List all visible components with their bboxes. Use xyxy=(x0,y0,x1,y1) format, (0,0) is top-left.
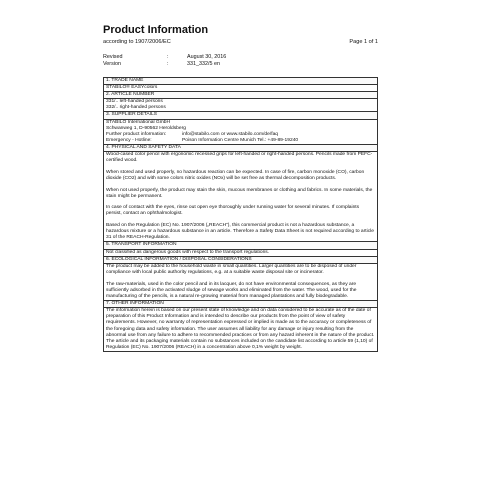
section-heading-physical-safety: 4. PHYSICAL AND SAFETY DATA xyxy=(104,144,377,152)
page-number: Page 1 of 1 xyxy=(349,39,378,45)
paragraph: In case of contact with the eyes, rinse out open eye thoroughly under running water for several minutes. If complaints persist, contact an ophthalmologist. xyxy=(106,205,360,217)
text-line: STABILO® EASYcolors xyxy=(106,85,158,91)
paragraph: When stored and used properly, no hazardous reaction can be expected. In case of fire, carbon monoxide (CO), carbon dioxide (CO2) and with some colors nitric oxides (NOx) will be set free as thermal decomposition products. xyxy=(106,169,365,181)
section-heading-article-number: 2. ARTICLE NUMBER xyxy=(104,91,377,99)
section-heading-trade-name: 1. TRADE NAME xyxy=(104,78,377,85)
meta-key: Revised xyxy=(103,54,123,60)
subtitle-row xyxy=(103,38,378,46)
meta-key: Version xyxy=(103,61,121,67)
revision-meta xyxy=(103,54,378,68)
section-heading-transport: 5. TRANSPORT INFORMATION xyxy=(104,241,377,249)
text-line: 332/.. right-handed persons xyxy=(106,105,166,111)
section-heading-ecological: 6. ECOLOGICAL INFORMATION / DISPOSAL CONSIDERATIONS xyxy=(104,256,377,264)
text-line: Schwanweg 1, D-90562 Heroldsberg xyxy=(106,125,186,131)
section-body-article-number xyxy=(104,99,377,111)
meta-sep: : xyxy=(167,61,169,67)
section-body-ecological xyxy=(104,264,377,300)
text-line: Not classified as dangerous goods with respect to the transport regulations. xyxy=(106,249,270,255)
meta-row-version xyxy=(103,61,378,68)
paragraph: When not used properly, the product may stain the skin, mucous membranes or clothing and fabrics. In some materials, the stain might be permanent. xyxy=(106,187,373,199)
paragraph: Based on the Regulation (EC) No. 1907/2006 („REACH“), this commercial product is not a hazardous substance, a hazardous mixture or a hazardous substance in an article. Therefore a Safety Data Sheet is not required according to article 31 of the REACH-Regulation. xyxy=(106,223,374,241)
info-table xyxy=(103,77,378,352)
document-page xyxy=(103,24,378,352)
text-line: 331/.. left-handed persons xyxy=(106,99,163,105)
paragraph: The product may be added to the household waste in small quantities. Larger quantities are to be disposed of under compliance with local public authority regulations, e.g. at a suitable waste disposal site or incinerator. xyxy=(106,263,357,275)
paragraph: Wood-cased color pencil with ergonomic recessed grips for left-handed or right-handed persons. Pencils made from PEFC-certified wood. xyxy=(106,152,373,164)
contact-label: Further product information: xyxy=(106,131,167,137)
section-heading-supplier: 3. SUPPLIER DETAILS xyxy=(104,111,377,119)
contact-value: Poison Information Centre Munich Tel.: +49-89-19240 xyxy=(182,137,299,143)
paragraph: The information herein is based on our present state of knowledge and on data considered to be accurate as of the date of preparation of this Product Information and is intended to describe our products from the point of view of safety requirements. However, no warranty of representation expressed or implied is made as to the accuracy or completeness of the foregoing data and safety information. The user assumes all liability for any damage or injury resulting from the abnormal use from any failure to adhere to recommended practices or from any hazard inherent in the nature of the product. The article and its packaging materials contain no substances included on the candidate list according to article 59 (1,10) of Regulation (EC) No. 1907/2006 (REACH) in a concentration above 0,1% weight by weight. xyxy=(106,308,375,350)
regulation-subtitle: according to 1907/2006/EC xyxy=(103,39,171,45)
paragraph: The raw-materials, used in the color pencil and in its lacquer, do not have environmental consequences, as they are sufficiently adsorbed in the activated sludge of sewage works and eliminated from the water. The wood, used for the manufacturing of the pencils, is a natural re-growing material from managed plantations and fully biodegradable. xyxy=(106,281,357,300)
section-heading-other: 7. OTHER INFORMATION xyxy=(104,300,377,308)
meta-value: 331_332/5 en xyxy=(187,61,220,67)
contact-label: Emergency - Hotline: xyxy=(106,137,152,143)
text-line: STABILO International GmbH xyxy=(106,119,171,125)
meta-row-revised xyxy=(103,54,378,61)
section-body-other xyxy=(104,308,377,351)
contact-row xyxy=(106,138,375,144)
contact-value: info@stabilo.com or www.stabilo.com/de/faq xyxy=(182,131,279,137)
meta-value: August 30, 2016 xyxy=(187,54,227,60)
page-title: Product Information xyxy=(103,24,209,36)
meta-sep: : xyxy=(167,54,169,60)
section-body-physical-safety xyxy=(104,152,377,241)
section-body-supplier xyxy=(104,120,377,144)
